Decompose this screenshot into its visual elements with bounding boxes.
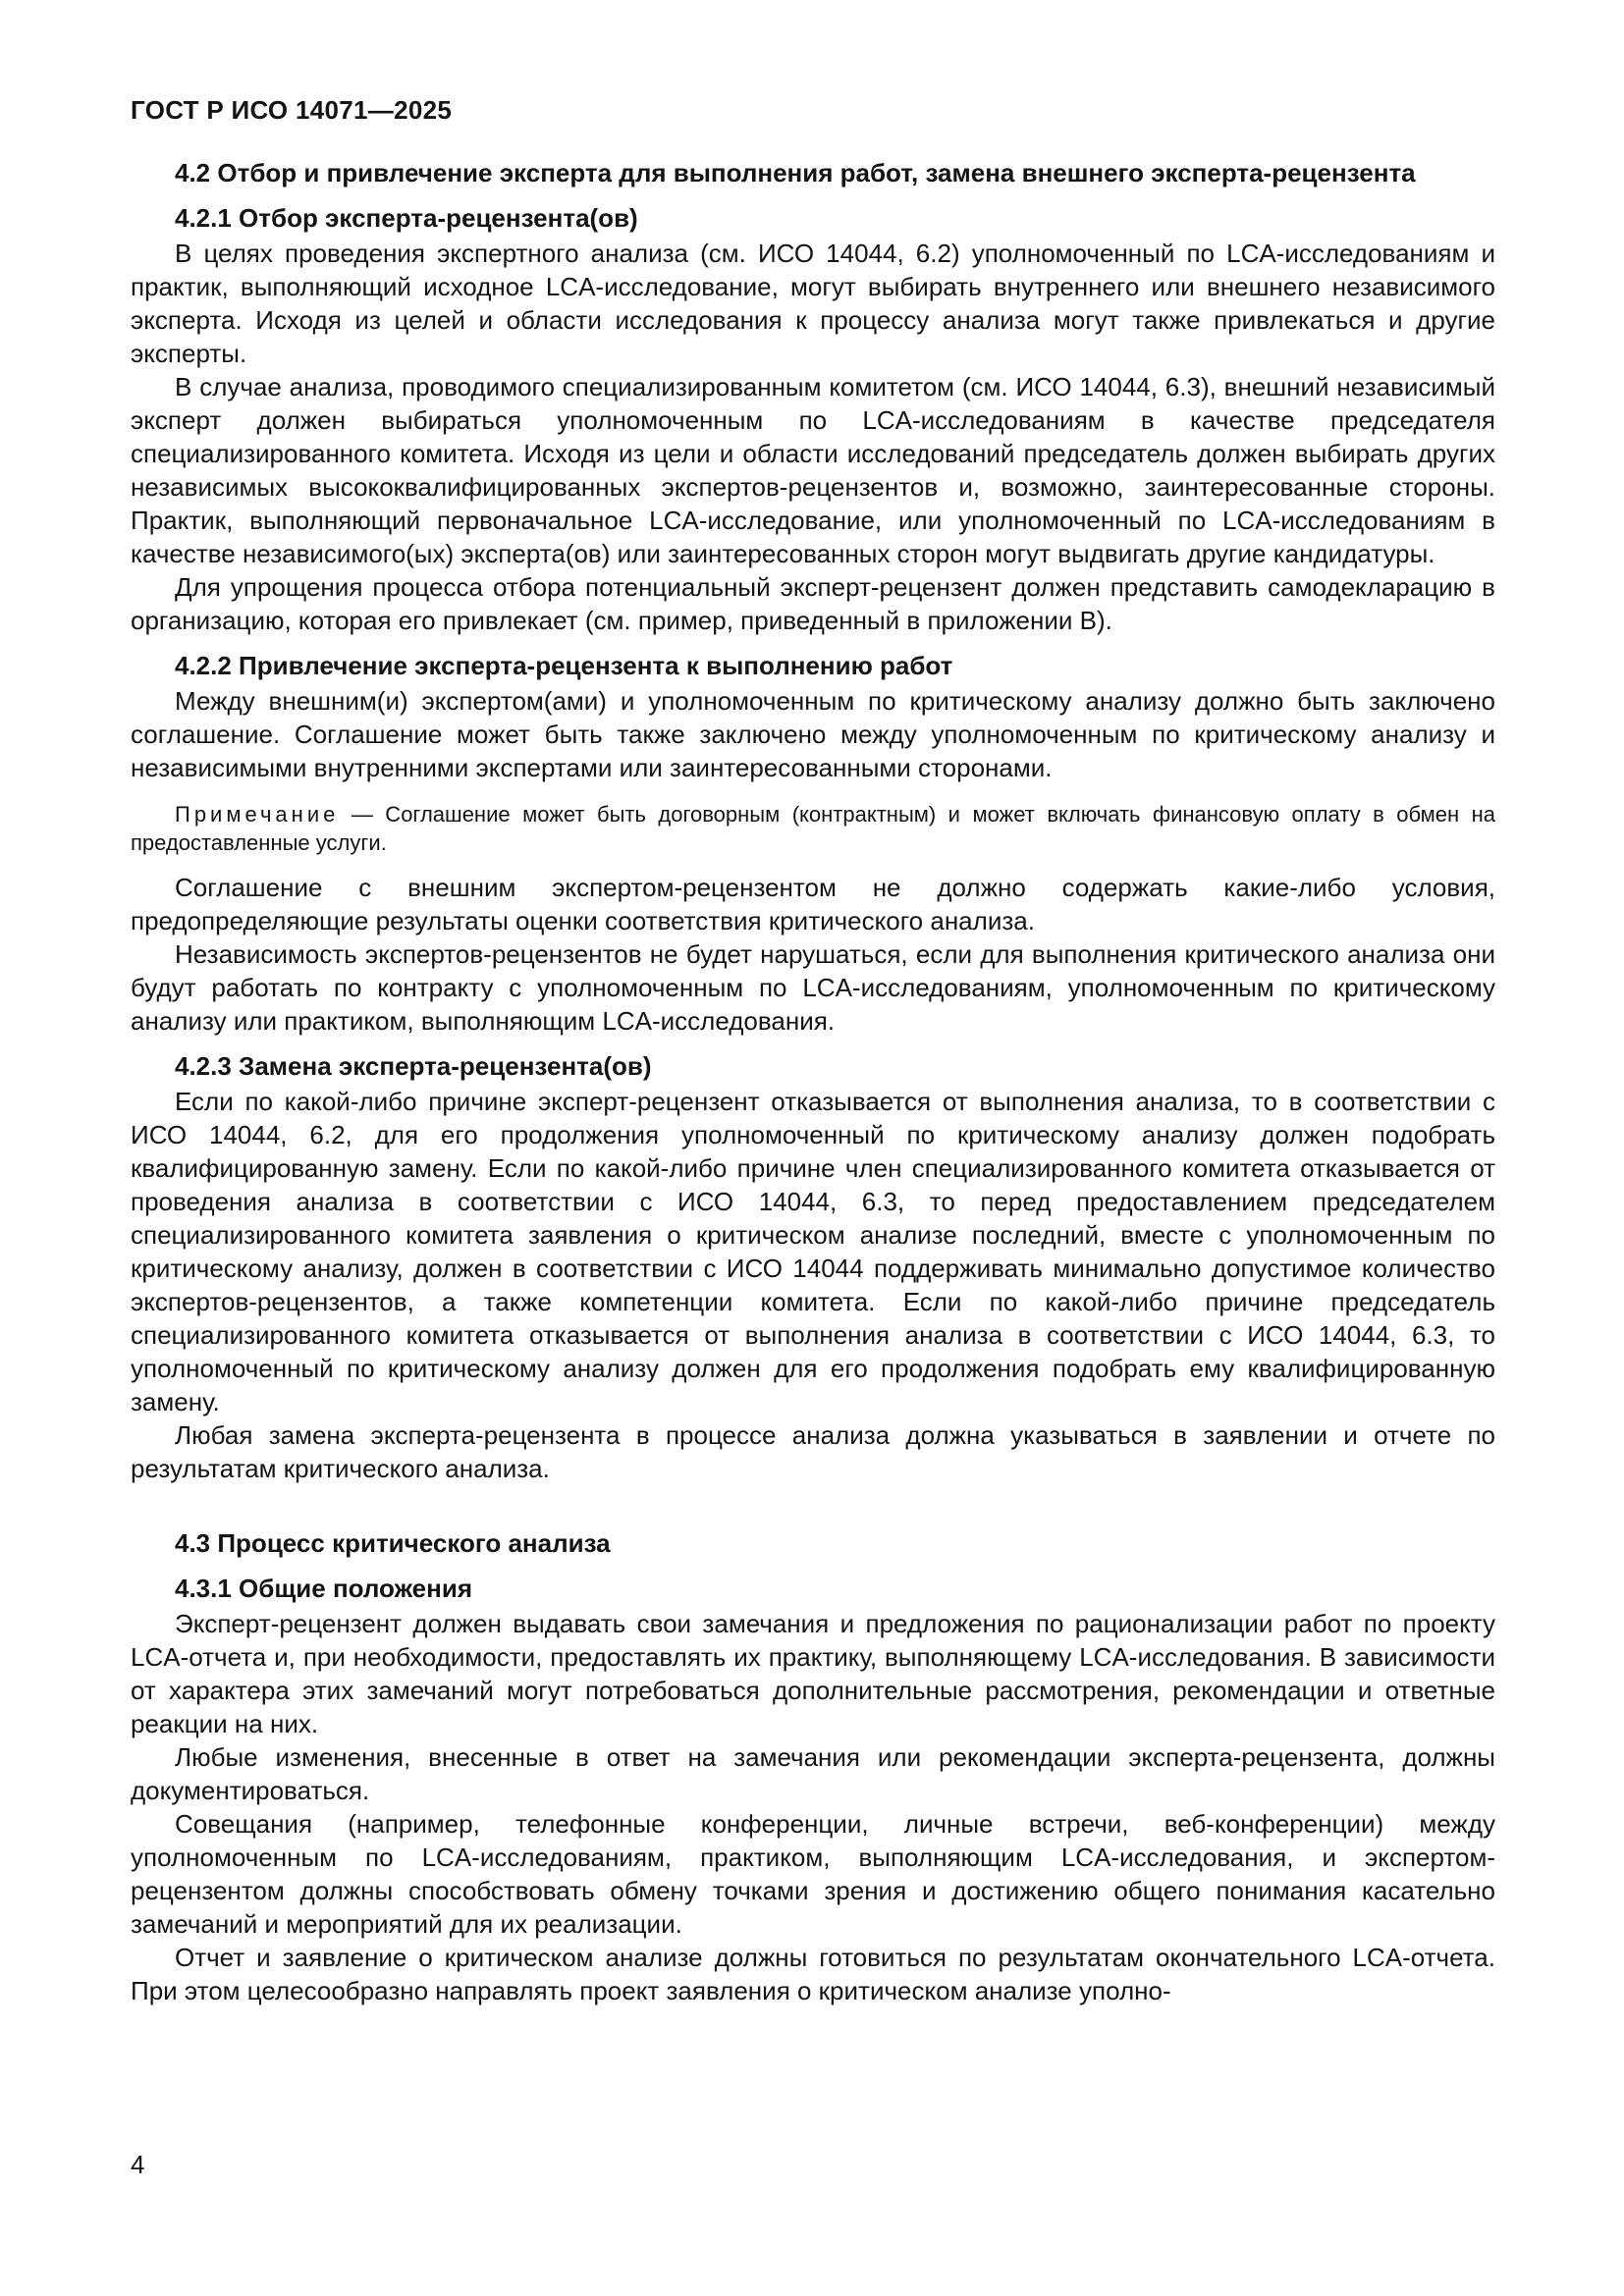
paragraph: В целях проведения экспертного анализа (см. ИСО 14044, 6.2) уполномоченный по LCA-исследованиям и практик, выполняющий исходное LCA-исследование, могут выбирать внутреннего или внешнего независимого эксперта. Исходя из целей и области исследования к процессу анализа могут также привлекаться и другие эксперты. [131,239,1495,368]
paragraph: Отчет и заявление о критическом анализе должны готовиться по результатам окончательного LCA-отчета. При этом целесообразно направлять проект заявления о критическом анализе уполно- [131,1943,1495,2005]
note [131,800,1495,857]
paragraph: Любая замена эксперта-рецензента в процессе анализа должна указываться в заявлении и отчете по результатам критического анализа. [131,1420,1495,1483]
paragraph: Эксперт-рецензент должен выдавать свои замечания и предложения по рационализации работ по проекту LCA-отчета и, при необходимости, предоставлять их практику, выполняющему LCA-исследования. В зависимости от характера этих замечаний могут потребоваться дополнительные рассмотрения, рекомендации и ответные реакции на них. [131,1609,1495,1738]
clause-4-2-3-heading: 4.2.3 Замена эксперта-рецензента(ов) [175,1051,652,1081]
paragraph: Совещания (например, телефонные конференции, личные встречи, веб-конференции) между уполномоченным по LCA-исследованиям, практиком, выполняющим LCA-исследования, и экспертом-рецензентом должны способствовать обмену точками зрения и достижению общего понимания касательно замечаний и мероприятий для их реализации. [131,1809,1495,1939]
clause-4-2-1-heading: 4.2.1 Отбор эксперта-рецензента(ов) [175,203,638,233]
paragraph: Между внешним(и) экспертом(ами) и уполномоченным по критическому анализу должно быть заключено соглашение. Соглашение может быть также заключено между уполномоченным по критическому анализу и независимыми внутренними экспертами или заинтересованными сторонами. [131,686,1495,782]
paragraph: Независимость экспертов-рецензентов не будет нарушаться, если для выполнения критического анализа они будут работать по контракту с уполномоченным по LCA-исследованиям, уполномоченным по критическому анализу или практиком, выполняющим LCA-исследования. [131,939,1495,1036]
paragraph: В случае анализа, проводимого специализированным комитетом (см. ИСО 14044, 6.3), внешний независимый эксперт должен выбираться уполномоченным по LCA-исследованиям в качестве председателя специализированного комитета. Исходя из цели и области исследований председатель должен выбирать других независимых высококвалифицированных экспертов-рецензентов и, возможно, заинтересованные стороны. Практик, выполняющий первоначальное LCA-исследование, или уполномоченный по LCA-исследованиям в качестве независимого(ых) эксперта(ов) или заинтересованных сторон могут выдвигать другие кандидатуры. [131,372,1495,568]
note-label: Примечание [175,802,340,827]
note-text: — Соглашение может быть договорным (контрактным) и может включать финансовую оплату в обмен на предоставленные услуги. [131,802,1495,855]
paragraph: Для упрощения процесса отбора потенциальный эксперт-рецензент должен представить самодекларацию в организацию, которая его привлекает (см. пример, приведенный в приложении B). [131,572,1495,635]
section-4-2-heading: 4.2 Отбор и привлечение эксперта для выполнения работ, замена внешнего эксперта-рецензента [175,158,1416,187]
page-number: 4 [131,2150,145,2179]
clause-4-2-2-heading: 4.2.2 Привлечение эксперта-рецензента к выполнению работ [175,651,953,680]
clause-4-3-1-heading: 4.3.1 Общие положения [175,1574,472,1603]
paragraph: Если по какой-либо причине эксперт-рецензент отказывается от выполнения анализа, то в соответствии с ИСО 14044, 6.2, для его продолжения уполномоченный по критическому анализу должен подобрать квалифицированную замену. Если по какой-либо причине член специализированного комитета отказывается от проведения анализа в соответствии с ИСО 14044, 6.3, то перед предоставлением председателем специализированного комитета заявления о критическом анализе последний, вместе с уполномоченным по критическому анализу, должен в соответствии с ИСО 14044 поддерживать минимально допустимое количество экспертов-рецензентов, а также компетенции комитета. Если по какой-либо причине председатель специализированного комитета отказывается от выполнения анализа в соответствии с ИСО 14044, 6.3, то уполномоченный по критическому анализу должен для его продолжения подобрать ему квалифицированную замену. [131,1087,1495,1416]
paragraph: Любые изменения, внесенные в ответ на замечания или рекомендации эксперта-рецензента, должны документироваться. [131,1742,1495,1805]
document-content [131,93,1495,2007]
paragraph: Соглашение с внешним экспертом-рецензентом не должно содержать какие-либо условия, предопределяющие результаты оценки соответствия критического анализа. [131,873,1495,935]
section-4-3-heading: 4.3 Процесс критического анализа [175,1528,611,1558]
document-header: ГОСТ Р ИСО 14071—2025 [131,95,453,125]
